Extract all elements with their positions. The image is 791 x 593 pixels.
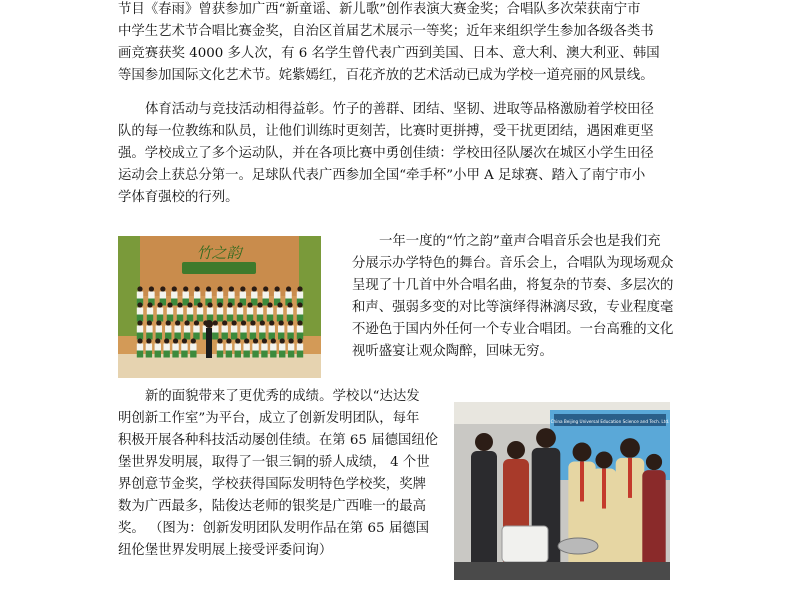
stage-floor (118, 354, 321, 378)
singer-skirt (155, 351, 161, 358)
singer-head (250, 320, 255, 325)
singer-shirt (165, 326, 171, 333)
text-line: 画竞赛获奖 4000 多人次，有 6 名学生曾代表广西到美国、日本、意大利、澳大利亚、韩国 (118, 46, 660, 61)
singer-shirt (231, 326, 237, 333)
left-green-pillar (118, 236, 140, 336)
singer-shirt (172, 344, 178, 351)
singer-shirt (297, 292, 303, 299)
singer-head (252, 286, 257, 291)
singer-shirt (235, 344, 241, 351)
singer-head (149, 286, 154, 291)
singer-head (177, 302, 182, 307)
conductor (205, 320, 213, 358)
singer-skirt (187, 315, 193, 322)
singer-skirt (146, 351, 152, 358)
singer-shirt (261, 344, 267, 351)
singer-skirt (157, 315, 163, 322)
singer-head (240, 286, 245, 291)
singer-head (157, 302, 162, 307)
singer-shirt (160, 292, 166, 299)
singer-shirt (267, 308, 273, 315)
singer-shirt (250, 326, 256, 333)
singer-head (137, 338, 142, 343)
singer-head (172, 286, 177, 291)
person-head (536, 428, 556, 448)
singer-skirt (217, 315, 223, 322)
singer-shirt (163, 344, 169, 351)
singer-skirt (277, 315, 283, 322)
singer-skirt (181, 351, 187, 358)
singer-head (229, 286, 234, 291)
singer-shirt (137, 326, 143, 333)
text-line: 分展示办学特色的舞台。音乐会上，合唱队为现场观众 (352, 256, 674, 271)
person-head (475, 433, 493, 451)
singer-shirt (157, 308, 163, 315)
singer-head (146, 338, 151, 343)
singer-head (137, 286, 142, 291)
singer-head (286, 286, 291, 291)
singer-shirt (270, 344, 276, 351)
text-line: 体育活动与竞技活动相得益彰。竹子的善群、团结、坚韧、进取等品格激励着学校田径 (145, 102, 654, 117)
singer-head (297, 286, 302, 291)
singer-shirt (269, 326, 275, 333)
singer-head (247, 302, 252, 307)
singer-shirt (171, 292, 177, 299)
singer-head (217, 338, 222, 343)
singer-shirt (137, 292, 143, 299)
singer-head (191, 338, 196, 343)
person-body (471, 451, 497, 580)
singer-shirt (147, 308, 153, 315)
singer-skirt (297, 351, 303, 358)
singer-head (235, 338, 240, 343)
singer-head (197, 302, 202, 307)
singer-skirt (163, 351, 169, 358)
singer-shirt (207, 308, 213, 315)
singer-skirt (243, 351, 249, 358)
singer-skirt (197, 315, 203, 322)
singer-skirt (252, 351, 258, 358)
booth-sign: China Beijing Universal Education Science and Tech. Ltd. (550, 419, 670, 424)
singer-shirt (177, 308, 183, 315)
singer-shirt (167, 308, 173, 315)
singer-head (173, 338, 178, 343)
singer-shirt (288, 344, 294, 351)
text-line: 明创新工作室”为平台，成立了创新发明团队，每年 (118, 411, 420, 426)
singer-head (232, 320, 237, 325)
singer-head (260, 320, 265, 325)
singer-head (262, 338, 267, 343)
singer-head (166, 320, 171, 325)
invention-bowl (558, 538, 598, 554)
singer-head (271, 338, 276, 343)
singer-head (155, 338, 160, 343)
singer-skirt (190, 351, 196, 358)
text-line: 纽伦堡世界发明展上接受评委问询） (118, 543, 333, 558)
singer-shirt (146, 344, 152, 351)
singer-shirt (287, 308, 293, 315)
text-line: 等国参加国际文化艺术节。姹紫嫣红，百花齐放的艺术活动已成为学校一道亮丽的风景线。 (118, 68, 654, 83)
choir-photo (118, 236, 321, 378)
text-line: 一年一度的“竹之韵”童声合唱音乐会也是我们充 (379, 234, 661, 249)
singer-head (217, 302, 222, 307)
singer-shirt (217, 308, 223, 315)
singer-shirt (183, 292, 189, 299)
singer-shirt (222, 326, 228, 333)
text-line: 数为广西最多，陆俊达老师的银奖是广西唯一的最高 (118, 499, 426, 514)
singer-skirt (261, 351, 267, 358)
text-line: 积极开展各种科技活动屡创佳绩。在第 65 届德国纽伦 (118, 433, 439, 448)
person-head (595, 451, 612, 468)
person-head (646, 454, 662, 470)
singer-shirt (155, 344, 161, 351)
singer-shirt (278, 326, 284, 333)
singer-head (226, 338, 231, 343)
singer-shirt (227, 308, 233, 315)
singer-shirt (243, 344, 249, 351)
singer-skirt (226, 351, 232, 358)
singer-shirt (247, 308, 253, 315)
singer-head (277, 302, 282, 307)
singer-shirt (197, 308, 203, 315)
singer-shirt (217, 344, 223, 351)
text-line: 界创意节金奖，学校获得国际发明特色学校奖，奖牌 (118, 477, 426, 492)
singer-shirt (148, 292, 154, 299)
singer-skirt (288, 351, 294, 358)
singer-head (160, 286, 165, 291)
singer-shirt (205, 292, 211, 299)
text-line: 新的面貌带来了更优秀的成绩。学校以“达达发 (145, 389, 420, 404)
singer-skirt (172, 351, 178, 358)
singer-shirt (251, 292, 257, 299)
singer-shirt (156, 326, 162, 333)
singer-shirt (297, 326, 303, 333)
paragraph-sports (118, 99, 673, 209)
singer-shirt (226, 344, 232, 351)
paragraph-choir-concert (352, 231, 673, 363)
singer-shirt (240, 326, 246, 333)
singer-skirt (240, 333, 246, 340)
singer-head (297, 338, 302, 343)
singer-head (279, 320, 284, 325)
text-line: 视听盛宴让观众陶醉，回味无穷。 (352, 344, 553, 359)
singer-head (288, 320, 293, 325)
singer-shirt (297, 344, 303, 351)
singer-skirt (287, 333, 293, 340)
singer-shirt (190, 344, 196, 351)
choir-photo-image (118, 236, 321, 378)
singer-shirt (137, 308, 143, 315)
singer-head (222, 320, 227, 325)
singer-skirt (227, 315, 233, 322)
singer-head (237, 302, 242, 307)
singer-head (147, 320, 152, 325)
text-line: 和声、强弱多变的对比等演绎得淋漓尽致，专业程度毫 (352, 300, 674, 315)
singer-head (164, 338, 169, 343)
red-sash (602, 469, 606, 509)
singer-shirt (259, 326, 265, 333)
singer-shirt (263, 292, 269, 299)
singer-skirt (222, 333, 228, 340)
singer-skirt (237, 315, 243, 322)
invention-device (502, 526, 548, 562)
singer-shirt (146, 326, 152, 333)
singer-skirt (217, 351, 223, 358)
singer-shirt (184, 326, 190, 333)
singer-head (241, 320, 246, 325)
invention-fair-photo (454, 402, 670, 580)
singer-head (137, 320, 142, 325)
singer-shirt (237, 308, 243, 315)
singer-head (137, 302, 142, 307)
singer-shirt (277, 308, 283, 315)
singer-shirt (240, 292, 246, 299)
singer-skirt (270, 351, 276, 358)
text-line: 奖。 （图为：创新发明团队发明作品在第 65 届德国 (118, 521, 430, 536)
singer-head (213, 320, 218, 325)
text-line: 运动会上获总分第一。足球队代表广西参加全国“牵手杯”小甲 A 足球赛、踏入了南宁市小 (118, 168, 646, 183)
singer-shirt (274, 292, 280, 299)
singer-head (263, 286, 268, 291)
singer-shirt (257, 308, 263, 315)
text-line: 呈现了十几首中外合唱名曲，将复杂的节奏、多层次的 (352, 278, 674, 293)
singer-skirt (278, 333, 284, 340)
singer-head (182, 338, 187, 343)
singer-head (207, 302, 212, 307)
singer-head (269, 320, 274, 325)
singer-shirt (217, 292, 223, 299)
text-line: 堡世界发明展，取得了一银三铜的骄人成绩， 4 个世 (118, 455, 430, 470)
singer-head (195, 286, 200, 291)
singer-skirt (147, 315, 153, 322)
singer-shirt (287, 326, 293, 333)
singer-shirt (187, 308, 193, 315)
singer-skirt (231, 333, 237, 340)
singer-shirt (252, 344, 258, 351)
text-line: 学体育强校的行列。 (118, 190, 239, 205)
document-page (118, 0, 673, 593)
singer-shirt (228, 292, 234, 299)
singer-shirt (193, 326, 199, 333)
singer-skirt (279, 351, 285, 358)
singer-head (244, 338, 249, 343)
singer-head (187, 302, 192, 307)
singer-skirt (137, 351, 143, 358)
paragraph-invention (118, 386, 448, 562)
singer-skirt (269, 333, 275, 340)
singer-skirt (193, 333, 199, 340)
invention-fair-photo-image (454, 402, 670, 580)
singer-shirt (194, 292, 200, 299)
singer-head (287, 302, 292, 307)
singer-head (280, 338, 285, 343)
singer-head (297, 320, 302, 325)
paragraph-arts (118, 0, 673, 87)
red-sash (580, 461, 584, 501)
singer-head (183, 286, 188, 291)
singer-shirt (181, 344, 187, 351)
singer-shirt (285, 292, 291, 299)
singer-head (194, 320, 199, 325)
text-line: 队的每一位教练和队员，让他们训练时更刻苦，比赛时更拼搏，受干扰更团结，遇困难更坚 (118, 124, 654, 139)
singer-head (289, 338, 294, 343)
singer-skirt (235, 351, 241, 358)
singer-head (167, 302, 172, 307)
singer-head (156, 320, 161, 325)
singer-head (217, 286, 222, 291)
text-line: 强。学校成立了多个运动队，并在各项比赛中勇创佳绩：学校田径队屡次在城区小学生田径 (118, 146, 654, 161)
singer-skirt (146, 333, 152, 340)
singer-shirt (212, 326, 218, 333)
singer-skirt (247, 315, 253, 322)
singer-skirt (212, 333, 218, 340)
stage-banner: 竹之韵 (196, 244, 242, 262)
text-line: 中学生艺术节合唱比赛金奖，自治区首届艺术展示一等奖；近年来组织学生参加各级各类书 (118, 24, 654, 39)
singer-head (227, 302, 232, 307)
red-sash (628, 458, 632, 498)
singer-skirt (165, 333, 171, 340)
singer-skirt (156, 333, 162, 340)
singer-head (297, 302, 302, 307)
singer-shirt (279, 344, 285, 351)
singer-head (275, 286, 280, 291)
text-line: 不逊色于国内外任何一个专业合唱团。一台高雅的文化 (352, 322, 674, 337)
person-head (573, 443, 592, 462)
singer-head (257, 302, 262, 307)
singer-head (267, 302, 272, 307)
singer-shirt (137, 344, 143, 351)
singer-head (184, 320, 189, 325)
singer-skirt (287, 315, 293, 322)
text-line: 节目《春雨》曾获参加广西“新童谣、新儿歌”创作表演大赛金奖；合唱队多次荣获南宁市 (118, 2, 641, 17)
singer-head (147, 302, 152, 307)
singer-shirt (297, 308, 303, 315)
singer-head (175, 320, 180, 325)
person-head (507, 441, 525, 459)
singer-shirt (174, 326, 180, 333)
singer-head (206, 286, 211, 291)
person-head (620, 438, 640, 458)
singer-head (253, 338, 258, 343)
